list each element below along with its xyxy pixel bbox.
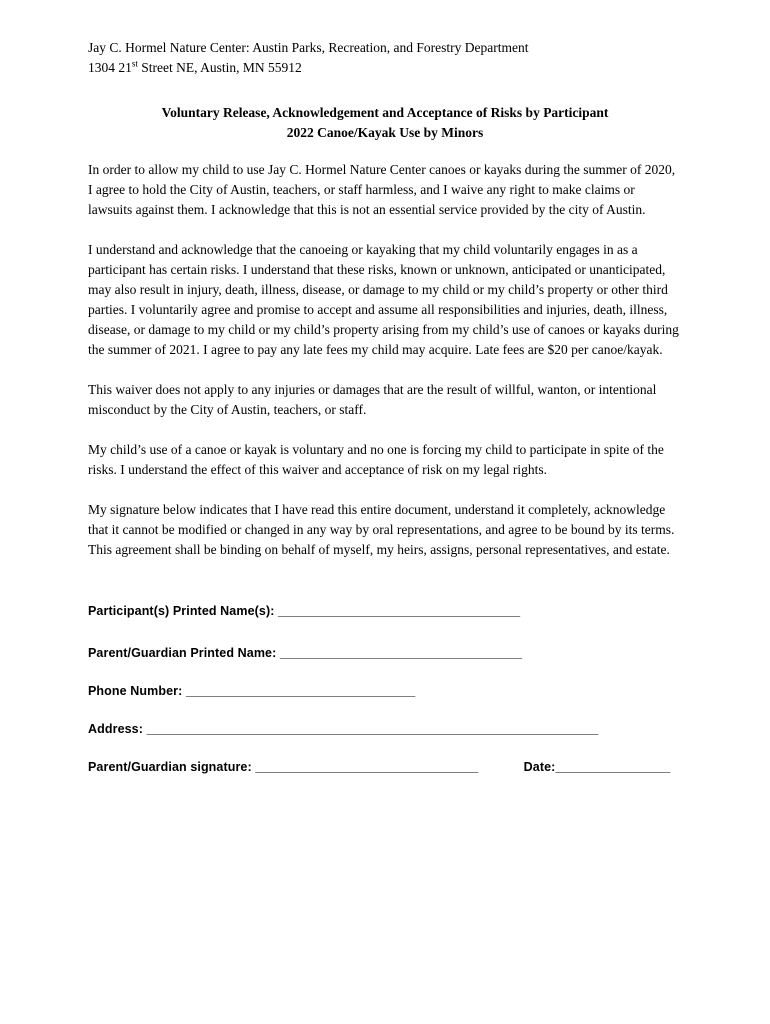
paragraph-4: My child’s use of a canoe or kayak is voluntary and no one is forcing my child to participate in spite of the risks. I understand the effect of this waiver and acceptance of risk on my legal rights. <box>88 441 664 477</box>
paragraph-1: In order to allow my child to use Jay C. Hormel Nature Center canoes or kayaks during the summer of 2020, I agree to hold the City of Austin, teachers, or staff harmless, and I waive any right to make claims or lawsuits against them. I acknowledge that this is not an essential service provided by the city of Austin. <box>88 162 676 218</box>
letterhead-line-1: Jay C. Hormel Nature Center: Austin Parks, Recreation, and Forestry Department <box>88 40 529 55</box>
field-parent-name <box>88 646 682 660</box>
address-rest: Street NE, Austin, MN 55912 <box>137 59 302 75</box>
field-participant-names <box>88 604 682 618</box>
signature-label: Parent/Guardian signature: <box>88 759 256 774</box>
letterhead-line-2 <box>88 58 682 78</box>
phone-input[interactable]: ____________________________________ <box>185 683 415 698</box>
ordinal-suffix: st <box>131 58 138 69</box>
paragraph-5: My signature below indicates that I have read this entire document, understand it completely, acknowledge that it cannot be modified or changed in any way by oral representations, and agree to be bound by its terms. This agreement shall be binding on behalf of myself, my heirs, assigns, personal representatives, and estate. <box>88 501 675 557</box>
date-input[interactable]: __________________ <box>555 759 670 774</box>
document-title-line-2: 2022 Canoe/Kayak Use by Minors <box>286 124 484 140</box>
participant-names-label: Participant(s) Printed Name(s): <box>88 603 279 618</box>
field-signature-date <box>88 760 682 774</box>
address-input[interactable]: _______________________________________________________________________ <box>146 721 598 736</box>
field-phone <box>88 684 682 698</box>
field-address <box>88 722 682 736</box>
paragraph-3: This waiver does not apply to any injuries or damages that are the result of willful, wanton, or intentional misconduct by the City of Austin, teachers, or staff. <box>88 381 657 417</box>
participant-names-input[interactable]: ______________________________________ <box>278 603 520 618</box>
document-title <box>88 103 682 142</box>
phone-label: Phone Number: <box>88 683 186 698</box>
signature-input[interactable]: ___________________________________ <box>255 759 478 774</box>
paragraph-2: I understand and acknowledge that the canoeing or kayaking that my child voluntarily engages in as a participant has certain risks. I understand that these risks, known or unknown, anticipated or unanticipated, may also result in injury, death, illness, disease, or damage to my child or my child’s property or other third parties. I voluntarily agree and promise to accept and assume all responsibilities and injuries, death, illness, disease, or damage to my child or my child’s property arising from my child’s use of canoes or kayaks during the summer of 2021. I agree to pay any late fees my child may acquire. Late fees are $20 per canoe/kayak. <box>88 242 679 357</box>
address-street-number: 1304 21 <box>88 59 132 75</box>
document-title-line-1: Voluntary Release, Acknowledgement and Acceptance of Risks by Participant <box>161 105 609 121</box>
signature-fields <box>88 604 682 774</box>
parent-name-input[interactable]: ______________________________________ <box>279 645 522 660</box>
letterhead <box>88 38 682 77</box>
parent-name-label: Parent/Guardian Printed Name: <box>88 645 280 660</box>
date-label: Date: <box>523 759 556 774</box>
address-label: Address: <box>88 721 147 736</box>
